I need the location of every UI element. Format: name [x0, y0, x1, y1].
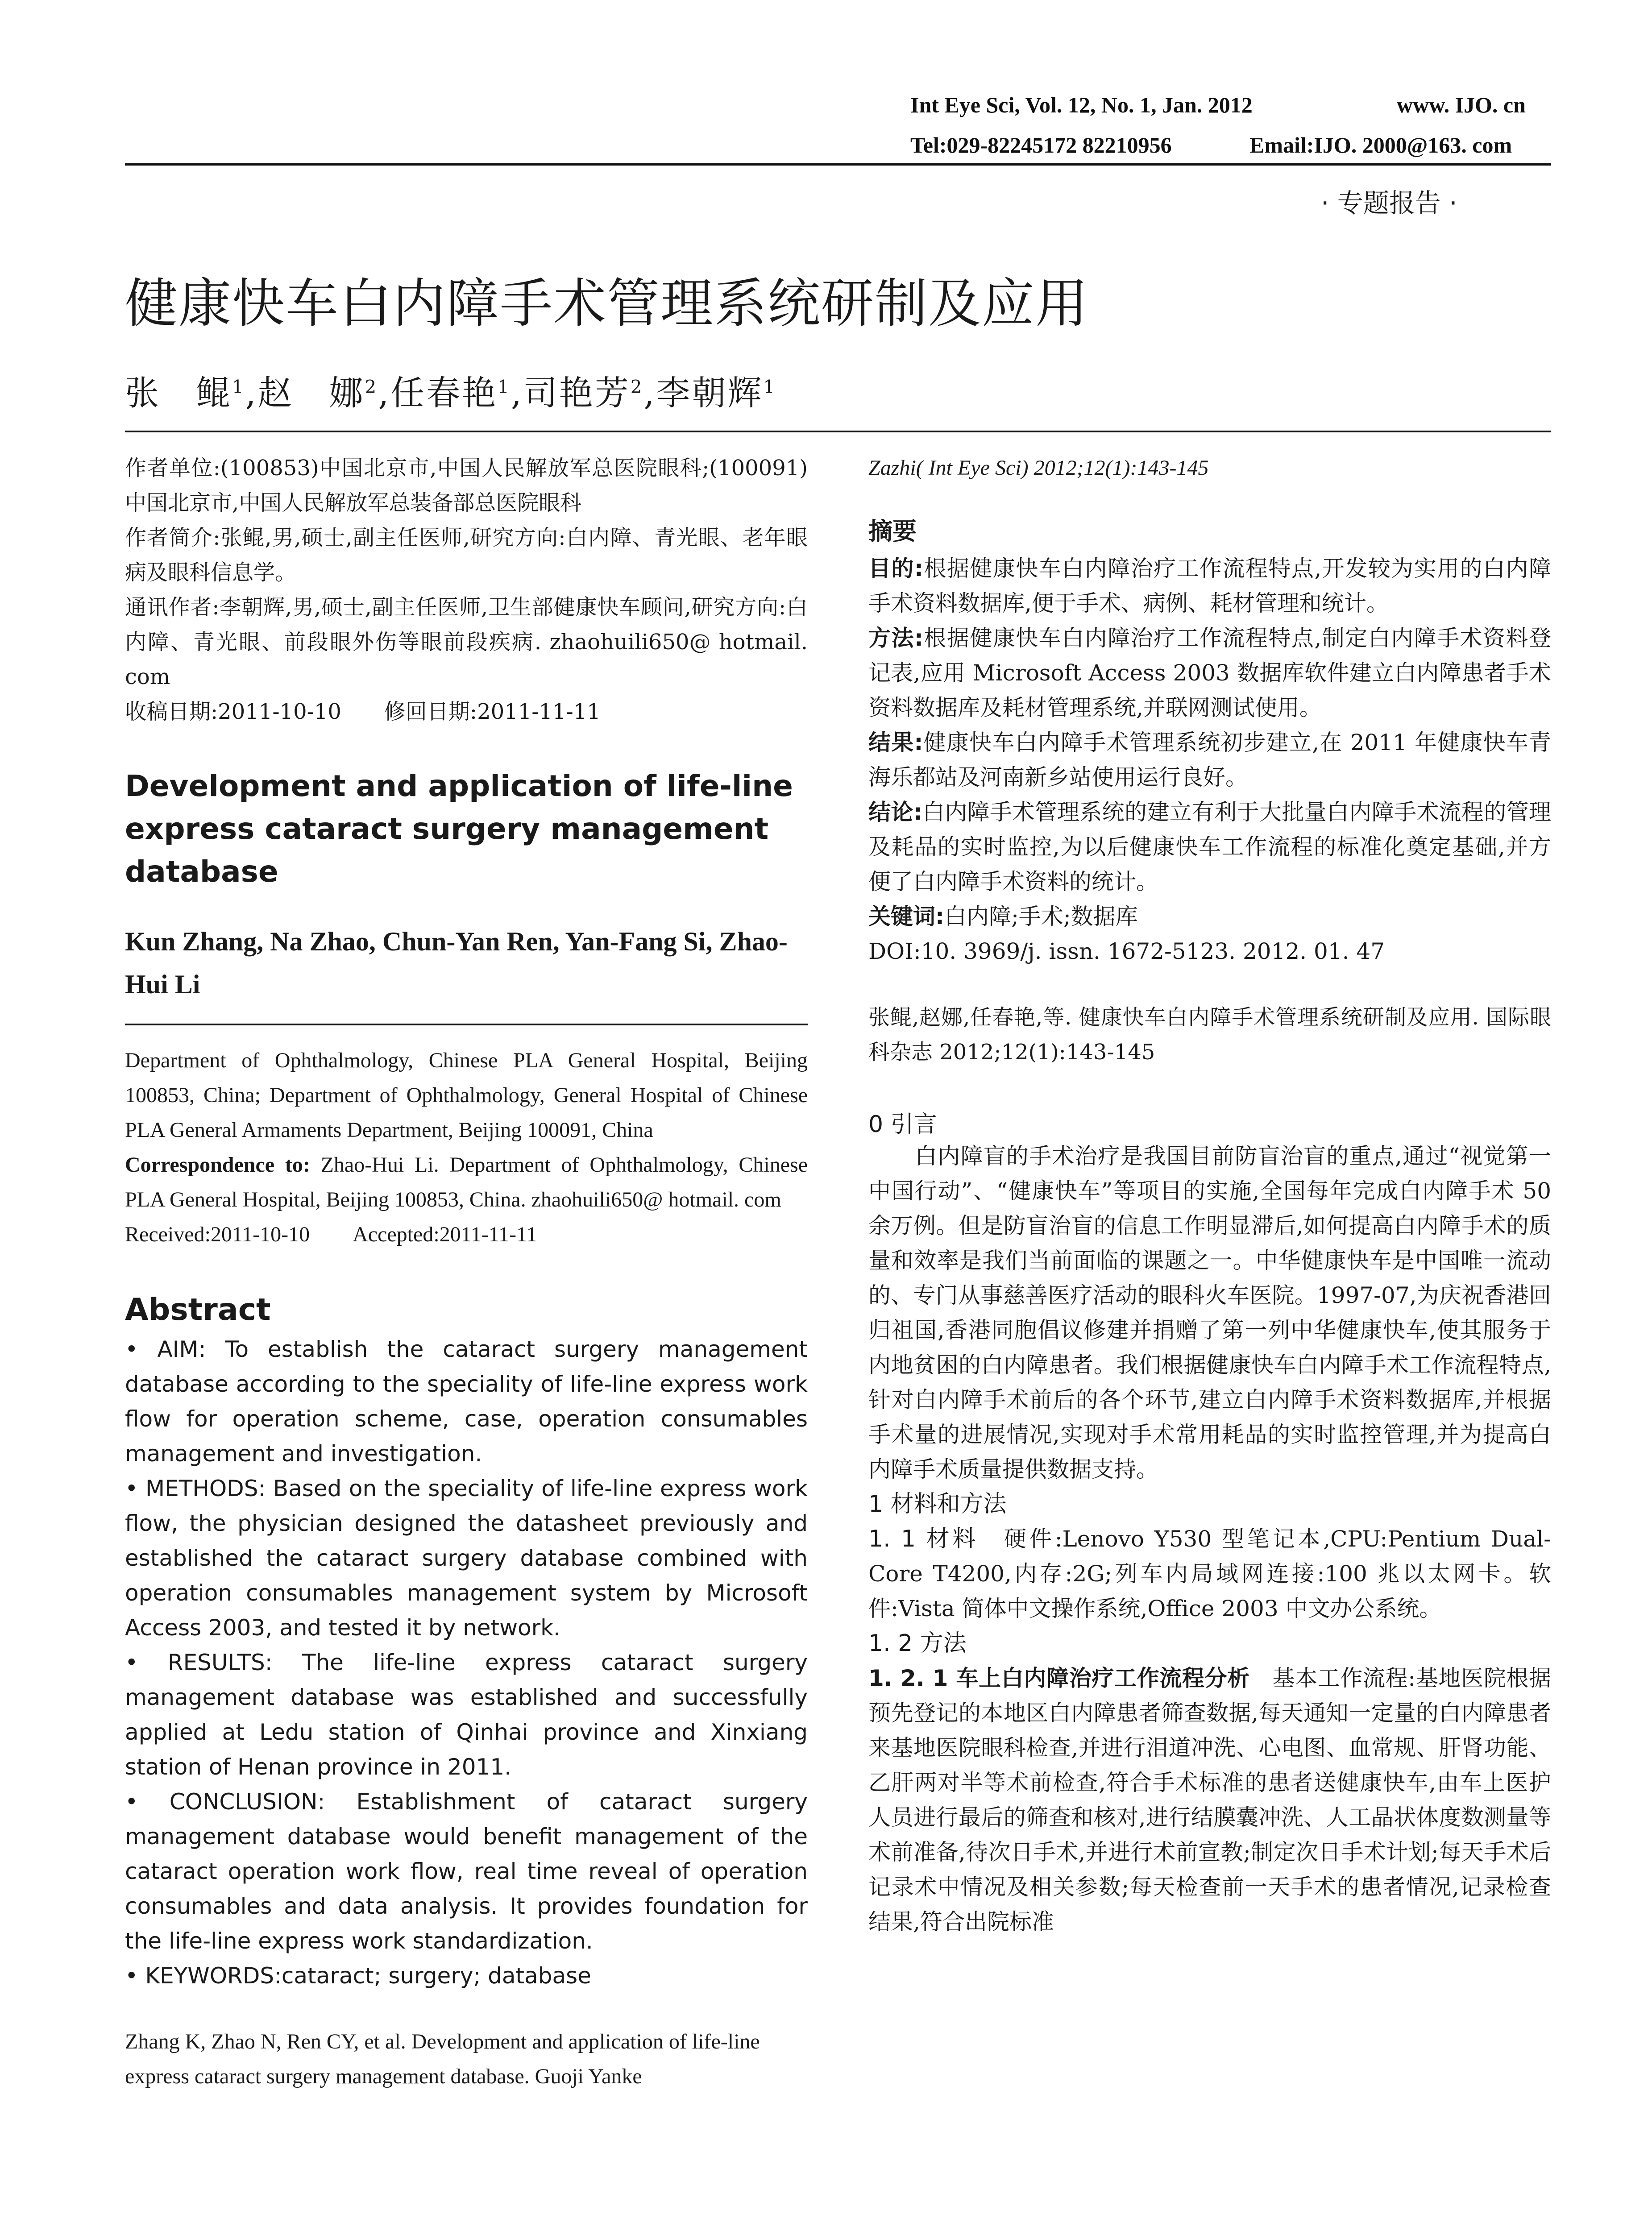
author-info: [125, 451, 808, 729]
author-list: 张 鲲$^1$,赵 娜$^2$,任春艳$^1$,司艳芳$^2$,李朝辉$^1$: [125, 373, 776, 413]
section-1-2-heading: 1. 2 方法: [868, 1630, 967, 1657]
citation-en: Zhang K, Zhao N, Ren CY, et al. Development and application of life-line express cataract surgery management database. Guoji Yanke: [125, 2030, 760, 2088]
journal-citation: Int Eye Sci, Vol. 12, No. 1, Jan. 2012: [910, 92, 1253, 117]
header-rule: [125, 163, 1551, 166]
abstract-methods: • METHODS: Based on the speciality of life-line express work flow, the physician designed the datasheet previously and established the cataract surgery database combined with operation consumables management system by Microsoft Access 2003, and tested it by network.: [125, 1476, 808, 1641]
journal-website: www. IJO. cn: [1397, 92, 1526, 117]
abstract-results: • RESULTS: The life-line express cataract surgery management database was established and successfully applied at Ledu station of Qinhai province and Xinxiang station of Henan province in 2011.: [125, 1650, 808, 1780]
paper-title: 健康快车白内障手术管理系统研制及应用: [125, 273, 1089, 334]
correspondence: Correspondence to: Zhao-Hui Li. Department of Ophthalmology, Chinese PLA General Hospital, Beijing 100853, China. zhaohuili650@ hotmail. com: [125, 1153, 808, 1211]
affiliation: Department of Ophthalmology, Chinese PLA General Hospital, Beijing 100853, China; Department of Ophthalmology, General Hospital of Chinese PLA General Armaments Department, Beijing 100091, China: [125, 1049, 808, 1142]
abstract-conclusion: • CONCLUSION: Establishment of cataract surgery management database would benefit management of the cataract operation work flow, real time reveal of operation consumables and data analysis. It provides foundation for the life-line express work standardization.: [125, 1789, 808, 1954]
section-1-2-1: 1. 2. 1 车上白内障治疗工作流程分析 基本工作流程:基地医院根据预先登记的本地区白内障患者筛查数据,每天通知一定量的白内障患者来基地医院眼科检查,并进行泪道冲洗、心电图、血常规、肝肾功能、乙肝两对半等术前检查,符合手术标准的患者送健康快车,由车上医护人员进行最后的筛查和核对,进行结膜囊冲洗、人工晶状体度数测量等术前准备,待次日手术,并进行术前宣教;制定次日手术计划;每天手术后记录术中情况及相关参数;每天检查前一天手术的患者情况,记录检查结果,符合出院标准: [868, 1665, 1551, 1935]
abstract-cn-conclusion: 结论:白内障手术管理系统的建立有利于大批量白内障手术流程的管理及耗品的实时监控,为以后健康快车工作流程的标准化奠定基础,并方便了白内障手术资料的统计。: [868, 799, 1552, 895]
english-authors: Kun Zhang, Na Zhao, Chun-Yan Ren, Yan-Fang Si, Zhao-Hui Li: [125, 927, 788, 999]
abstract-heading: Abstract: [125, 1292, 271, 1327]
section-1-heading: 1 材料和方法: [868, 1491, 1007, 1518]
english-title: Development and application of life-line express cataract surgery management database: [125, 769, 793, 889]
doi: DOI:10. 3969/j. issn. 1672-5123. 2012. 01. 47: [868, 938, 1385, 964]
received-accepted: Received:2011-10-10 Accepted:2011-11-11: [125, 1223, 537, 1246]
received-dates-cn: 收稿日期:2011-10-10 修回日期:2011-11-11: [125, 699, 601, 724]
abstract-keywords: • KEYWORDS:cataract; surgery; database: [125, 1963, 591, 1989]
citation-cn: 张鲲,赵娜,任春艳,等. 健康快车白内障手术管理系统研制及应用. 国际眼科杂志 2012;12(1):143-145: [868, 1005, 1551, 1065]
right-column: [868, 451, 1551, 1939]
abstract-cn-aim: 目的:根据健康快车白内障治疗工作流程特点,开发较为实用的白内障手术资料数据库,便于手术、病例、耗材管理和统计。: [868, 556, 1551, 616]
abstract-cn-body: [868, 551, 1551, 969]
author-rule: [125, 1024, 808, 1025]
section-tag: · 专题报告 ·: [1321, 188, 1457, 218]
intro-heading: 0 引言: [868, 1111, 937, 1138]
abstract-aim: • AIM: To establish the cataract surgery management database according to the speciality of life-line express work flow for operation scheme, case, operation consumables management and investigation.: [125, 1336, 808, 1467]
section-1-1: 1. 1 材料 硬件:Lenovo Y530 型笔记本,CPU:Pentium Dual-Core T4200,内存:2G;列车内局域网连接:100 兆以太网卡。软件:Vista 简体中文操作系统,Office 2003 中文办公系统。: [868, 1526, 1552, 1621]
intro-body: [868, 1139, 1551, 1939]
abstract-cn-results: 结果:健康快车白内障手术管理系统初步建立,在 2011 年健康快车青海乐都站及河南新乡站使用运行良好。: [868, 730, 1551, 790]
abstract-cn-heading: 摘要: [868, 517, 917, 545]
abstract-cn-methods: 方法:根据健康快车白内障治疗工作流程特点,制定白内障手术资料登记表,应用 Microsoft Access 2003 数据库软件建立白内障患者手术资料数据库及耗材管理系统,并联网测试使用。: [868, 625, 1551, 721]
corresponding-author: 通讯作者:李朝辉,男,硕士,副主任医师,卫生部健康快车顾问,研究方向:白内障、青光眼、前段眼外伤等眼前段疾病. zhaohuili650@ hotmail. com: [125, 595, 808, 689]
title-rule: [125, 431, 1551, 432]
left-column: [125, 451, 808, 2094]
abstract-cn-keywords: 关键词:白内障;手术;数据库: [868, 904, 1138, 929]
citation-continued: Zazhi( Int Eye Sci) 2012;12(1):143-145: [868, 456, 1209, 480]
journal-email: Email:IJO. 2000@163. com: [1249, 133, 1512, 158]
abstract-body: [125, 1332, 808, 1993]
author-bio: 作者简介:张鲲,男,硕士,副主任医师,研究方向:白内障、青光眼、老年眼病及眼科信息学。: [125, 525, 808, 585]
journal-tel: Tel:029-82245172 82210956: [910, 133, 1172, 158]
author-unit: 作者单位:(100853)中国北京市,中国人民解放军总医院眼科;(100091)中国北京市,中国人民解放军总装备部总医院眼科: [125, 456, 808, 515]
intro-paragraph: 白内障盲的手术治疗是我国目前防盲治盲的重点,通过“视觉第一中国行动”、“健康快车”等项目的实施,全国每年完成白内障手术 50 余万例。但是防盲治盲的信息工作明显滞后,如何提高白内障手术的质量和效率是我们当前面临的课题之一。中华健康快车是中国唯一流动的、专门从事慈善医疗活动的眼科火车医院。1997-07,为庆祝香港回归祖国,香港同胞倡议修建并捐赠了第一列中华健康快车,使其服务于内地贫困的白内障患者。我们根据健康快车白内障手术工作流程特点,针对白内障手术前后的各个环节,建立白内障手术资料数据库,并根据手术量的进展情况,实现对手术常用耗品的实时监控管理,并为提高白内障手术质量提供数据支持。: [868, 1143, 1551, 1482]
